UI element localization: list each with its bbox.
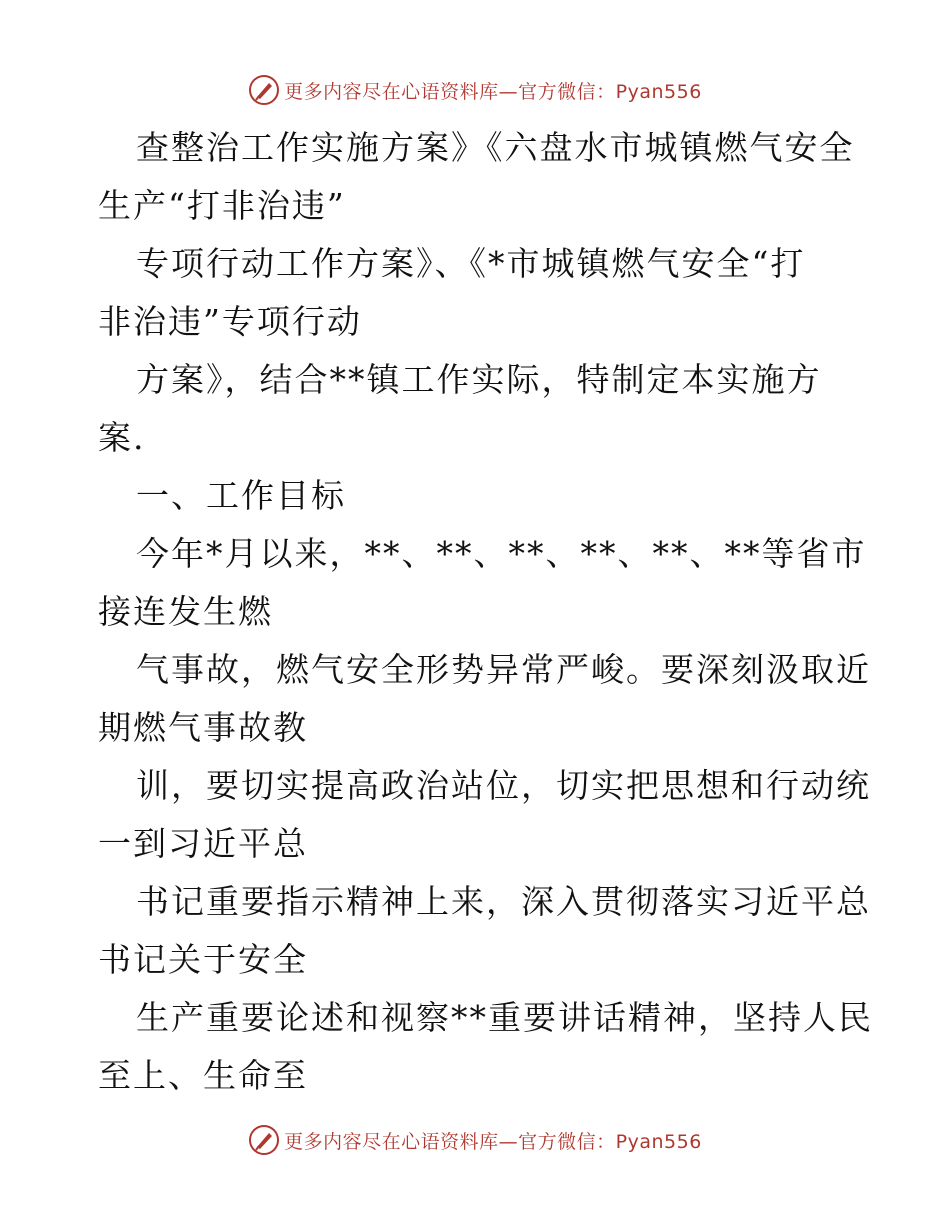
body-line: 期燃气事故教 <box>98 708 308 747</box>
body-line: 接连发生燃 <box>98 592 273 631</box>
header-banner-text: 更多内容尽在心语资料库—官方微信：Pyan556 <box>284 80 702 103</box>
body-line: 一到习近平总 <box>98 824 308 863</box>
quill-logo-icon <box>248 74 280 106</box>
body-line: 书记重要指示精神上来，深入贯彻落实习近平总 <box>136 882 871 921</box>
body-line: 案. <box>98 418 146 457</box>
body-line: 查整治工作实施方案》《六盘水市城镇燃气安全 <box>136 128 855 167</box>
body-line: 今年*月以来，**、**、**、**、**、**等省市 <box>136 534 867 573</box>
body-line: 生产重要论述和视察**重要讲话精神，坚持人民 <box>136 998 873 1037</box>
body-line: 书记关于安全 <box>98 940 308 979</box>
body-line: 方案》，结合**镇工作实际，特制定本实施方 <box>136 360 822 399</box>
body-line: 非治违”专项行动 <box>98 302 362 341</box>
section-heading: 一、工作目标 <box>136 476 346 515</box>
body-line: 生产“打非治违” <box>98 186 346 225</box>
body-line: 专项行动工作方案》、《*市城镇燃气安全“打 <box>136 244 806 283</box>
body-line: 气事故，燃气安全形势异常严峻。要深刻汲取近 <box>136 650 871 689</box>
body-line: 至上、生命至 <box>98 1056 308 1095</box>
quill-logo-icon <box>248 1124 280 1156</box>
header-banner <box>0 70 950 110</box>
body-line: 训，要切实提高政治站位，切实把思想和行动统 <box>136 766 871 805</box>
footer-banner <box>0 1120 950 1160</box>
footer-banner-text: 更多内容尽在心语资料库—官方微信：Pyan556 <box>284 1130 702 1153</box>
